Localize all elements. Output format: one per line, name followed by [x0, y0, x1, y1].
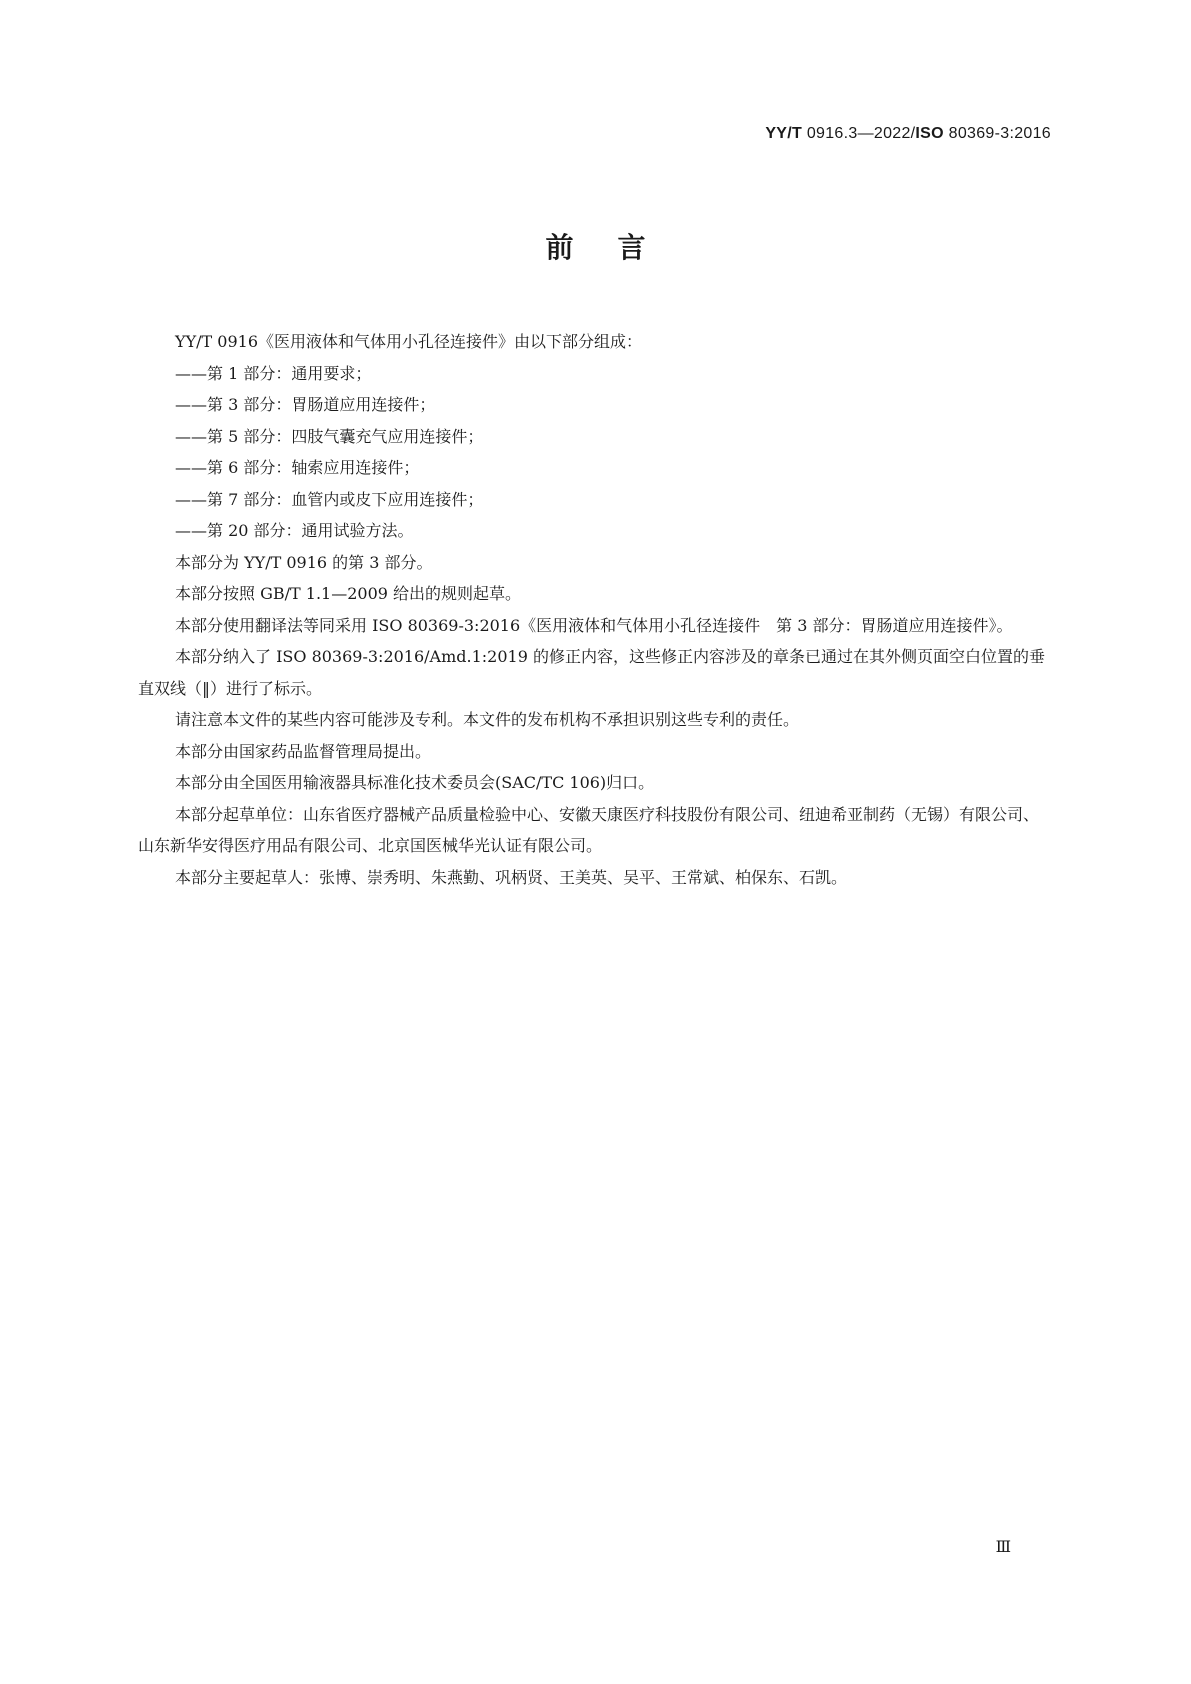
paragraph-translation: 本部分使用翻译法等同采用 ISO 80369-3:2016《医用液体和气体用小孔径连接件 第 3 部分：胃肠道应用连接件》。	[175, 615, 1013, 635]
std-id-number: 0916.3—2022/	[802, 125, 916, 142]
std-iso-code: ISO	[915, 125, 944, 142]
paragraph-administered-by: 本部分由全国医用输液器具标准化技术委员会(SAC/TC 106)归口。	[175, 773, 655, 792]
paragraph-drafting-rules: 本部分按照 GB/T 1.1—2009 给出的规则起草。	[175, 584, 522, 603]
paragraph-part-statement: 本部分为 YY/T 0916 的第 3 部分。	[175, 552, 433, 572]
paragraph-proposed-by: 本部分由国家药品监督管理局提出。	[175, 741, 432, 761]
paragraph-drafting-organizations: 本部分起草单位：山东省医疗器械产品质量检验中心、安徽天康医疗科技股份有限公司、纽迪希亚制药（无锡）有限公司、山东新华安得医疗用品有限公司、北京国医械华光认证有限公司。	[138, 804, 1040, 855]
paragraph-amendment: 本部分纳入了 ISO 80369-3:2016/Amd.1:2019 的修正内容，这些修正内容涉及的章条已通过在其外侧页面空白位置的垂直双线（‖）进行了标示。	[138, 647, 1045, 698]
list-item-part-3: ——第 3 部分：胃肠道应用连接件；	[175, 395, 436, 414]
list-item-part-20: ——第 20 部分：通用试验方法。	[175, 521, 414, 540]
standard-number-header	[765, 125, 1051, 143]
page-title: 前言	[545, 231, 690, 264]
paragraph-drafters: 本部分主要起草人：张博、崇秀明、朱燕勤、巩柄贤、王美英、吴平、王常斌、柏保东、石凯。	[175, 867, 848, 887]
std-iso-number: 80369-3:2016	[943, 125, 1051, 142]
list-item-part-7: ——第 7 部分：血管内或皮下应用连接件；	[175, 489, 484, 509]
list-item-part-1: ——第 1 部分：通用要求；	[175, 363, 372, 383]
list-item-part-6: ——第 6 部分：轴索应用连接件；	[175, 458, 420, 477]
list-item-part-5: ——第 5 部分：四肢气囊充气应用连接件；	[175, 426, 484, 446]
foreword-body	[138, 326, 1053, 893]
paragraph-patent-notice: 请注意本文件的某些内容可能涉及专利。本文件的发布机构不承担识别这些专利的责任。	[175, 710, 800, 729]
std-id-code: YY/T	[765, 125, 803, 142]
page-number: Ⅲ	[995, 1539, 1011, 1556]
paragraph-intro: YY/T 0916《医用液体和气体用小孔径连接件》由以下部分组成：	[175, 332, 642, 351]
